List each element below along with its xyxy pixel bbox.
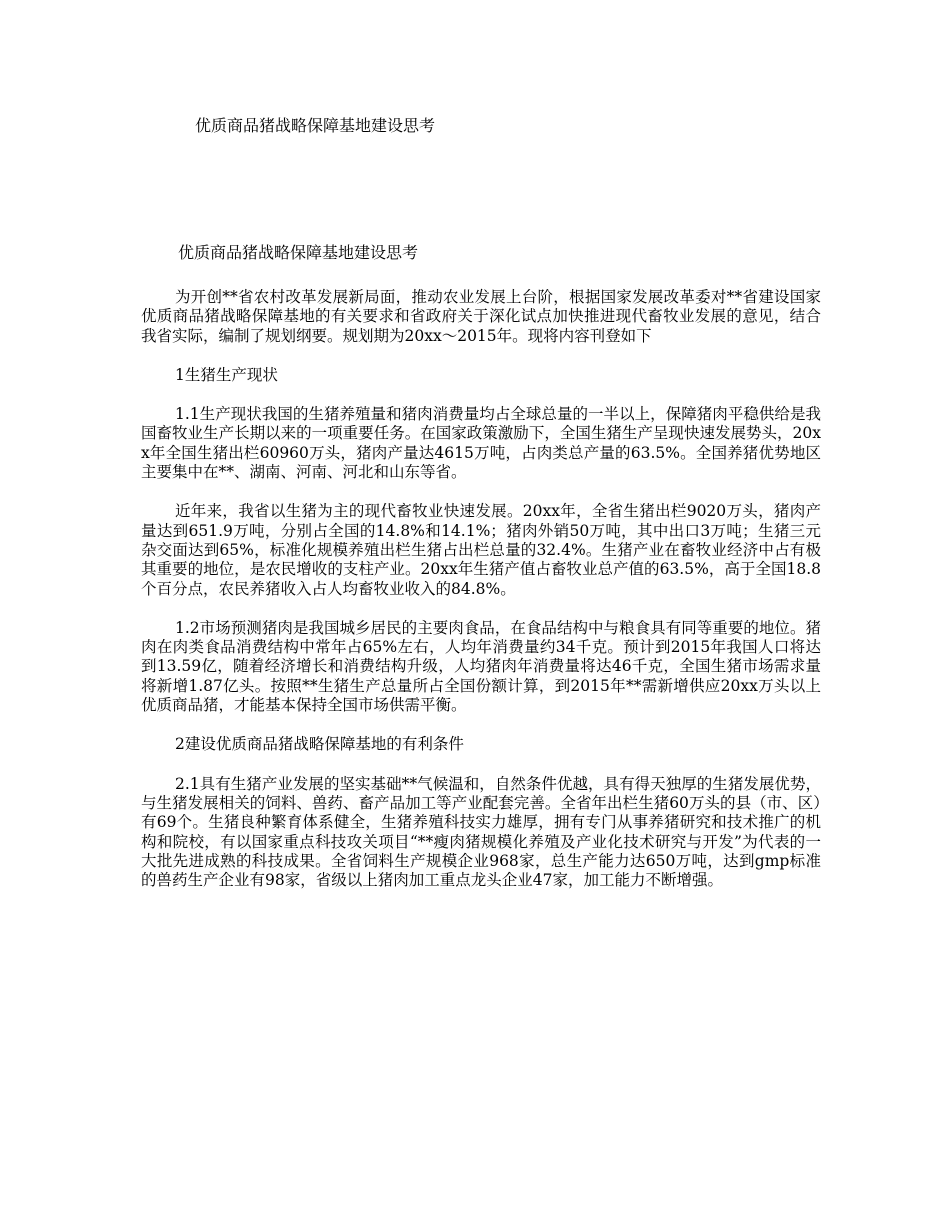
section-heading-1: 1生猪生产现状 (175, 365, 278, 384)
paragraph-intro: 为开创**省农村改革发展新局面，推动农业发展上台阶，根据国家发展改革委对**省建设国家优质商品猪战略保障基地的有关要求和省政府关于深化试点加快推进现代畜牧业发展的意见，结合我省实际，编制了规划纲要。规划期为20xx～2015年。现将内容刊登如下 (141, 288, 821, 345)
paragraph-industry-foundation: 2.1具有生猪产业发展的坚实基础**气候温和，自然条件优越，具有得天独厚的生猪发展优势，与生猪发展相关的饲料、兽药、畜产品加工等产业配套完善。全省年出栏生猪60万头的县（市、区）有69个。生猪良种繁育体系健全，生猪养殖科技实力雄厚，拥有专门从事养猪研究和技术推广的机构和院校，有以国家重点科技攻关项目“**瘦肉猪规模化养殖及产业化技术研究与开发”为代表的一大批先进成熟的科技成果。全省饲料生产规模企业968家，总生产能力达650万吨，达到gmp标准的兽药生产企业有98家，省级以上猪肉加工重点龙头企业47家，加工能力不断增强。 (141, 774, 821, 890)
paragraph-province-development: 近年来，我省以生猪为主的现代畜牧业快速发展。20xx年，全省生猪出栏9020万头，猪肉产量达到651.9万吨，分别占全国的14.8%和14.1%；猪肉外销50万吨，其中出口3万吨；生猪三元杂交面达到65%，标准化规模养殖出栏生猪占出栏总量的32.4%。生猪产业在畜牧业经济中占有极其重要的地位，是农民增收的支柱产业。20xx年生猪产值占畜牧业总产值的63.5%，高于全国18.8个百分点，农民养猪收入占人均畜牧业收入的84.8%。 (141, 502, 821, 598)
article-body (141, 288, 821, 910)
section-heading-2: 2建设优质商品猪战略保障基地的有利条件 (175, 735, 464, 754)
document-header-title: 优质商品猪战略保障基地建设思考 (195, 116, 436, 135)
article-title: 优质商品猪战略保障基地建设思考 (178, 243, 419, 262)
paragraph-market-forecast: 1.2市场预测猪肉是我国城乡居民的主要肉食品，在食品结构中与粮食具有同等重要的地位。猪肉在肉类食品消费结构中常年占65%左右，人均年消费量约34千克。预计到2015年我国人口将达到13.59亿，随着经济增长和消费结构升级，人均猪肉年消费量将达46千克，全国生猪市场需求量将新增1.87亿头。按照**生猪生产总量所占全国份额计算，到2015年**需新增供应20xx万头以上优质商品猪，才能基本保持全国市场供需平衡。 (141, 618, 821, 715)
paragraph-production-status: 1.1生产现状我国的生猪养殖量和猪肉消费量均占全球总量的一半以上，保障猪肉平稳供给是我国畜牧业生产长期以来的一项重要任务。在国家政策激励下，全国生猪生产呈现快速发展势头，20xx年全国生猪出栏60960万头，猪肉产量达4615万吨，占肉类总产量的63.5%。全国养猪优势地区主要集中在**、湖南、河南、河北和山东等省。 (141, 405, 821, 482)
